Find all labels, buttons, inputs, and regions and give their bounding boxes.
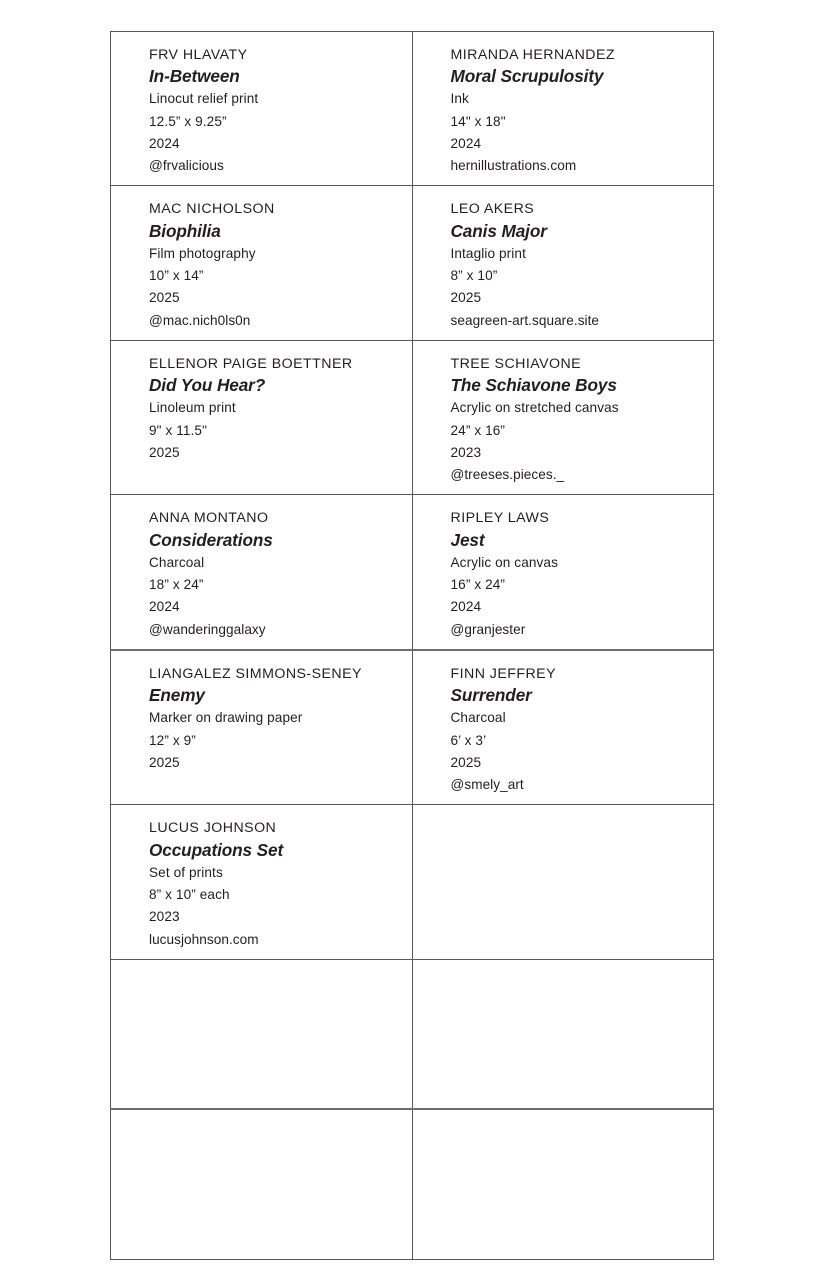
- label-title: The Schiavone Boys: [450, 375, 617, 396]
- label-artist: LEO AKERS: [450, 201, 535, 218]
- label-medium: Linocut relief print: [149, 91, 259, 107]
- label-medium: Linoleum print: [149, 400, 236, 416]
- label-medium: Intaglio print: [450, 245, 526, 261]
- label-year: 2023: [149, 909, 180, 925]
- label-medium: Acrylic on stretched canvas: [450, 400, 619, 416]
- label-medium: Set of prints: [149, 864, 223, 880]
- label-title: Occupations Set: [149, 839, 284, 860]
- label-card-empty[interactable]: [111, 959, 413, 1109]
- label-card[interactable]: [111, 32, 413, 186]
- label-row: [111, 805, 714, 959]
- label-year: 2024: [149, 599, 180, 615]
- label-title: Jest: [450, 529, 485, 550]
- label-row: [111, 650, 714, 805]
- label-year: 2025: [450, 290, 482, 306]
- label-artist: TREE SCHIAVONE: [450, 355, 582, 372]
- label-contact: @smely_art: [450, 777, 524, 793]
- label-row: [111, 186, 714, 340]
- label-artist: MAC NICHOLSON: [149, 201, 275, 218]
- label-card-empty[interactable]: [412, 805, 714, 959]
- label-dimensions: 24” x 16”: [450, 422, 506, 438]
- label-contact: @wanderinggalaxy: [149, 621, 266, 637]
- label-card[interactable]: [111, 186, 413, 340]
- label-medium: Ink: [450, 91, 469, 107]
- label-year: 2025: [149, 754, 180, 770]
- label-dimensions: 6’ x 3’: [450, 732, 487, 748]
- label-row: [111, 495, 714, 650]
- label-dimensions: 12” x 9”: [149, 732, 196, 748]
- label-year: 2025: [450, 754, 482, 770]
- label-card[interactable]: [412, 495, 714, 650]
- label-artist: MIRANDA HERNANDEZ: [450, 47, 616, 63]
- label-year: 2024: [450, 599, 482, 615]
- label-title: Surrender: [450, 685, 532, 706]
- label-year: 2025: [149, 290, 180, 306]
- label-row: [111, 32, 714, 186]
- label-card[interactable]: [111, 805, 413, 959]
- label-dimensions: 8” x 10” each: [149, 887, 230, 903]
- label-dimensions: 8” x 10”: [450, 268, 498, 284]
- label-title: Canis Major: [450, 220, 547, 241]
- label-card[interactable]: [412, 32, 714, 186]
- label-contact: hernillustrations.com: [450, 158, 577, 174]
- label-artist: FINN JEFFREY: [450, 665, 557, 682]
- label-card[interactable]: [111, 650, 413, 805]
- label-contact: @frvalicious: [149, 158, 224, 174]
- label-title: Biophilia: [149, 220, 221, 241]
- label-artist: ANNA MONTANO: [149, 510, 269, 527]
- label-card-empty[interactable]: [412, 959, 714, 1109]
- label-contact: @treeses.pieces._: [450, 467, 565, 483]
- label-title: Considerations: [149, 529, 273, 550]
- label-card-empty[interactable]: [111, 1109, 413, 1259]
- label-dimensions: 9" x 11.5": [149, 422, 208, 438]
- label-dimensions: 16” x 24”: [450, 577, 506, 593]
- label-card-empty[interactable]: [412, 1109, 714, 1259]
- label-row: [111, 1109, 714, 1259]
- label-dimensions: 10” x 14”: [149, 268, 204, 284]
- label-dimensions: 14" x 18": [450, 113, 506, 129]
- label-grid-body: [111, 32, 714, 1260]
- label-title: In-Between: [149, 66, 240, 87]
- label-card[interactable]: [412, 340, 714, 494]
- label-card[interactable]: [412, 186, 714, 340]
- label-year: 2023: [450, 444, 482, 460]
- label-dimensions: 12.5” x 9.25”: [149, 113, 227, 129]
- label-artist: LUCUS JOHNSON: [149, 820, 277, 837]
- label-artist: RIPLEY LAWS: [450, 510, 550, 527]
- label-title: Moral Scrupulosity: [450, 66, 604, 87]
- label-year: 2024: [450, 135, 482, 151]
- label-row: [111, 340, 714, 494]
- label-contact: @mac.nich0ls0n: [149, 312, 251, 328]
- label-artist: FRV HLAVATY: [149, 47, 248, 63]
- label-medium: Acrylic on canvas: [450, 554, 558, 570]
- label-medium: Film photography: [149, 245, 256, 261]
- label-title: Did You Hear?: [149, 375, 266, 396]
- label-contact: @granjester: [450, 621, 526, 637]
- label-artist: ELLENOR PAIGE BOETTNER: [149, 355, 353, 372]
- label-card[interactable]: [412, 650, 714, 805]
- label-year: 2025: [149, 444, 180, 460]
- label-card[interactable]: [111, 340, 413, 494]
- artwork-label-grid: [110, 31, 714, 1260]
- label-card[interactable]: [111, 495, 413, 650]
- label-contact: seagreen-art.square.site: [450, 312, 600, 328]
- label-row: [111, 959, 714, 1109]
- label-title: Enemy: [149, 685, 205, 706]
- label-medium: Charcoal: [149, 554, 205, 570]
- label-medium: Charcoal: [450, 710, 506, 726]
- label-dimensions: 18” x 24”: [149, 577, 204, 593]
- label-contact: lucusjohnson.com: [149, 931, 259, 947]
- label-medium: Marker on drawing paper: [149, 710, 303, 726]
- label-artist: LIANGALEZ SIMMONS-SENEY: [149, 665, 362, 682]
- label-year: 2024: [149, 135, 180, 151]
